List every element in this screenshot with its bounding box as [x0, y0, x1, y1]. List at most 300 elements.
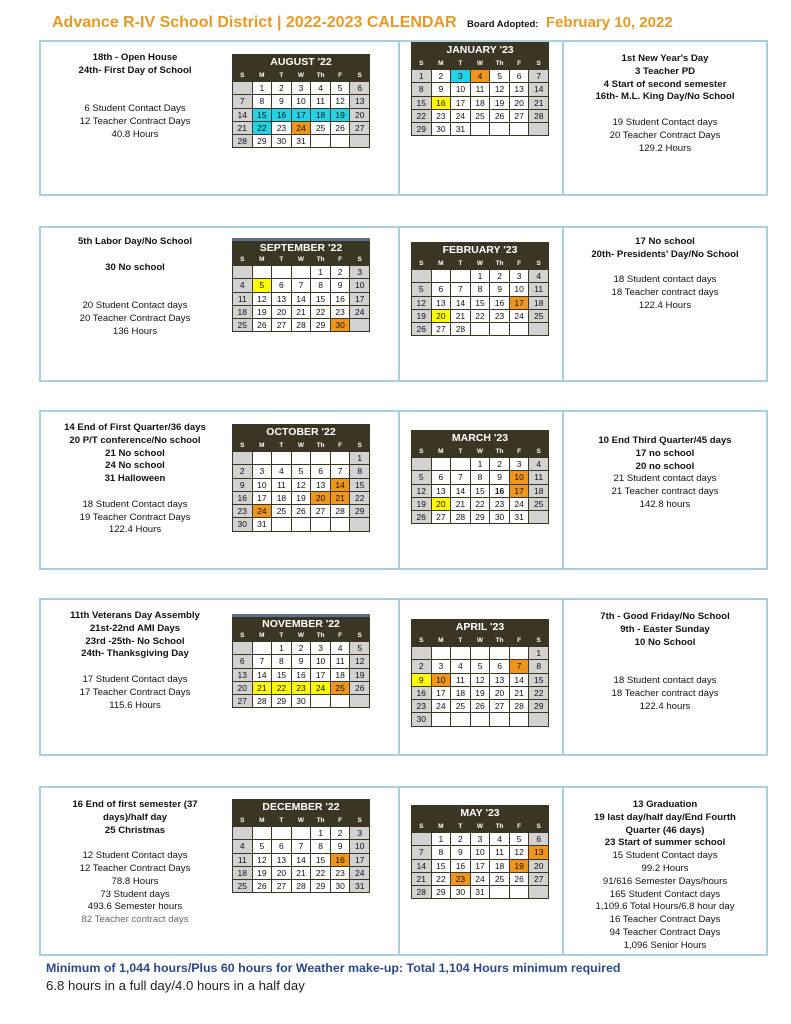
- day-cell: 16: [412, 687, 431, 699]
- day-cell: 30: [331, 880, 350, 892]
- day-cell: 4: [233, 840, 252, 852]
- day-header: S: [233, 441, 252, 451]
- day-cell: 8: [253, 95, 272, 107]
- note-line: 31 Halloween: [104, 473, 166, 485]
- note-line: 18 Student contact days: [613, 674, 717, 686]
- day-cell: 2: [331, 827, 350, 839]
- day-cell: 18: [272, 492, 291, 504]
- day-cell: 29: [432, 886, 451, 898]
- day-header: S: [412, 447, 431, 457]
- day-cell: 7: [451, 283, 470, 295]
- empty-day-cell: [292, 827, 311, 839]
- calendar-title: MAY '23: [411, 805, 549, 822]
- day-cell: 16: [233, 492, 252, 504]
- day-cell: 13: [432, 485, 451, 497]
- day-cell: 13: [529, 846, 548, 858]
- day-cell: 14: [529, 83, 548, 95]
- day-cell: 26: [331, 122, 350, 134]
- calendar-title: DECEMBER '22: [232, 799, 370, 816]
- day-cell: 10: [350, 840, 369, 852]
- note-line: 20 no school: [635, 460, 695, 472]
- day-cell: 24: [510, 310, 529, 322]
- day-cell: 5: [350, 642, 369, 654]
- empty-day-cell: [529, 123, 548, 135]
- day-header: T: [451, 447, 470, 457]
- day-header: W: [471, 822, 490, 832]
- day-header: W: [292, 255, 311, 265]
- day-cell: 16: [292, 669, 311, 681]
- calendar-grid: [411, 636, 549, 727]
- day-cell: 10: [311, 655, 330, 667]
- day-cell: 22: [311, 306, 330, 318]
- day-cell: 25: [471, 110, 490, 122]
- day-cell: 24: [311, 682, 330, 694]
- day-cell: 20: [432, 310, 451, 322]
- note-line: 18th - Open House: [92, 52, 178, 63]
- empty-day-cell: [510, 886, 529, 898]
- day-header: S: [233, 631, 252, 641]
- day-cell: 8: [432, 846, 451, 858]
- day-cell: 21: [412, 873, 431, 885]
- day-cell: 10: [432, 674, 451, 686]
- day-cell: 25: [490, 873, 509, 885]
- day-cell: 28: [412, 886, 431, 898]
- day-cell: 30: [432, 123, 451, 135]
- day-header: S: [412, 259, 431, 269]
- day-cell: 13: [272, 293, 291, 305]
- note-line: 21 Student contact days: [613, 473, 717, 485]
- day-header: F: [331, 631, 350, 641]
- panel-divider: [562, 598, 564, 756]
- empty-day-cell: [432, 647, 451, 659]
- empty-day-cell: [412, 833, 431, 845]
- day-cell: 25: [331, 682, 350, 694]
- day-cell: 29: [272, 695, 291, 707]
- notes-spacer: [45, 274, 225, 287]
- calendar-january: [411, 42, 549, 136]
- day-cell: 29: [471, 511, 490, 523]
- day-cell: 12: [331, 95, 350, 107]
- note-line: 10 No School: [634, 636, 696, 648]
- day-cell: 4: [331, 642, 350, 654]
- note-line: 30 No school: [105, 261, 165, 273]
- empty-day-cell: [311, 135, 330, 147]
- day-cell: 19: [253, 867, 272, 879]
- day-cell: 18: [331, 669, 350, 681]
- empty-day-cell: [412, 458, 431, 470]
- day-header: Th: [490, 822, 509, 832]
- day-header: S: [529, 447, 548, 457]
- day-cell: 31: [253, 518, 272, 530]
- note-line: 13 Graduation: [632, 799, 698, 810]
- day-cell: 11: [490, 846, 509, 858]
- day-cell: 28: [451, 323, 470, 335]
- day-cell: 26: [412, 323, 431, 335]
- note-line: 18 Student contact days: [613, 274, 717, 286]
- empty-day-cell: [233, 642, 252, 654]
- day-cell: 26: [292, 505, 311, 517]
- day-header: F: [331, 255, 350, 265]
- day-cell: 2: [331, 266, 350, 278]
- day-cell: 5: [490, 70, 509, 82]
- note-line: 122.4 hours: [639, 700, 691, 712]
- note-line: 7th - Good Friday/No School: [600, 611, 730, 622]
- day-cell: 17: [510, 297, 529, 309]
- note-line: 20th- Presidents' Day/No School: [591, 248, 739, 260]
- day-cell: 20: [272, 867, 291, 879]
- calendar-title: APRIL '23: [411, 619, 549, 636]
- day-cell: 25: [233, 880, 252, 892]
- day-cell: 21: [451, 498, 470, 510]
- day-cell: 1: [311, 266, 330, 278]
- calendar-december: [232, 799, 370, 893]
- empty-day-cell: [292, 452, 311, 464]
- day-cell: 11: [233, 854, 252, 866]
- day-cell: 23: [490, 310, 509, 322]
- note-line: days)/half day: [103, 811, 167, 823]
- empty-day-cell: [490, 123, 509, 135]
- day-cell: 9: [451, 846, 470, 858]
- day-header: M: [432, 59, 451, 69]
- note-line: 94 Teacher Contract Days: [609, 926, 721, 938]
- day-cell: 21: [331, 492, 350, 504]
- empty-day-cell: [272, 266, 291, 278]
- empty-day-cell: [529, 511, 548, 523]
- day-cell: 21: [510, 687, 529, 699]
- day-cell: 12: [350, 655, 369, 667]
- day-cell: 25: [451, 700, 470, 712]
- day-cell: 12: [412, 297, 431, 309]
- day-header: W: [471, 636, 490, 646]
- day-cell: 8: [471, 471, 490, 483]
- day-cell: 7: [510, 660, 529, 672]
- empty-day-cell: [451, 458, 470, 470]
- day-header: F: [510, 636, 529, 646]
- note-line: 20 Student Contact days: [82, 299, 188, 311]
- day-cell: 6: [432, 471, 451, 483]
- notes-march: [567, 435, 763, 512]
- note-line: 23 Start of summer school: [604, 837, 726, 849]
- day-cell: 14: [331, 479, 350, 491]
- day-header: W: [471, 447, 490, 457]
- day-cell: 13: [272, 854, 291, 866]
- day-cell: 28: [529, 110, 548, 122]
- notes-september: [45, 236, 225, 338]
- day-cell: 30: [451, 886, 470, 898]
- day-cell: 21: [292, 306, 311, 318]
- calendar-grid: [411, 59, 549, 136]
- day-cell: 10: [451, 83, 470, 95]
- day-cell: 6: [529, 833, 548, 845]
- note-line: 99.2 Hours: [641, 862, 689, 874]
- day-cell: 24: [451, 110, 470, 122]
- day-header: Th: [311, 441, 330, 451]
- empty-day-cell: [412, 647, 431, 659]
- day-header: S: [233, 71, 252, 81]
- day-cell: 5: [510, 833, 529, 845]
- day-cell: 16: [432, 97, 451, 109]
- note-line: 25 Christmas: [104, 824, 166, 836]
- day-header: S: [233, 816, 252, 826]
- day-cell: 4: [451, 660, 470, 672]
- day-header: S: [412, 636, 431, 646]
- day-cell: 13: [350, 95, 369, 107]
- day-cell: 20: [529, 860, 548, 872]
- day-cell: 23: [432, 110, 451, 122]
- day-cell: 11: [272, 479, 291, 491]
- day-cell: 19: [253, 306, 272, 318]
- day-cell: 1: [471, 458, 490, 470]
- day-cell: 2: [490, 270, 509, 282]
- day-cell: 12: [412, 485, 431, 497]
- day-cell: 15: [471, 485, 490, 497]
- day-cell: 14: [451, 485, 470, 497]
- calendar-april: [411, 619, 549, 727]
- day-cell: 19: [490, 97, 509, 109]
- day-cell: 27: [490, 700, 509, 712]
- day-cell: 21: [529, 97, 548, 109]
- day-cell: 3: [350, 266, 369, 278]
- day-cell: 27: [311, 505, 330, 517]
- day-cell: 28: [331, 505, 350, 517]
- day-header: M: [253, 255, 272, 265]
- day-cell: 24: [350, 306, 369, 318]
- note-line: 11th Veterans Day Assembly: [70, 610, 200, 621]
- day-cell: 28: [233, 135, 252, 147]
- notes-spacer: [45, 661, 225, 674]
- day-hours-note: 6.8 hours in a full day/4.0 hours in a half day: [46, 978, 305, 993]
- day-cell: 1: [529, 647, 548, 659]
- notes-august: [45, 52, 225, 142]
- day-cell: 27: [432, 323, 451, 335]
- day-cell: 29: [311, 319, 330, 331]
- day-cell: 13: [233, 669, 252, 681]
- empty-day-cell: [253, 827, 272, 839]
- day-cell: 18: [233, 867, 252, 879]
- empty-day-cell: [292, 266, 311, 278]
- note-line: 15 Student Contact days: [612, 850, 718, 862]
- day-cell: 3: [253, 465, 272, 477]
- notes-spacer: [45, 249, 225, 262]
- day-header: S: [350, 441, 369, 451]
- note-line: 17 Teacher Contract Days: [79, 686, 191, 698]
- day-header: T: [451, 822, 470, 832]
- calendar-header: [52, 14, 673, 36]
- day-cell: 18: [311, 109, 330, 121]
- calendar-february: [411, 242, 549, 336]
- day-cell: 23: [331, 306, 350, 318]
- day-cell: 23: [451, 873, 470, 885]
- day-cell: 29: [412, 123, 431, 135]
- calendar-grid: [232, 255, 370, 332]
- day-cell: 15: [311, 293, 330, 305]
- note-line: 10 End Third Quarter/45 days: [598, 435, 732, 446]
- calendar-november: [232, 614, 370, 708]
- empty-day-cell: [233, 266, 252, 278]
- notes-february: [567, 236, 763, 313]
- day-cell: 19: [510, 860, 529, 872]
- day-cell: 1: [253, 82, 272, 94]
- day-cell: 21: [253, 682, 272, 694]
- empty-day-cell: [253, 266, 272, 278]
- note-line: 24th- Thanksgiving Day: [81, 648, 189, 660]
- day-cell: 10: [292, 95, 311, 107]
- calendar-title: FEBRUARY '23: [411, 242, 549, 259]
- day-cell: 19: [471, 687, 490, 699]
- note-line: 12 Teacher Contract Days: [79, 862, 191, 874]
- day-header: M: [253, 71, 272, 81]
- day-cell: 7: [412, 846, 431, 858]
- note-line: 91/616 Semester Days/hours: [602, 875, 728, 887]
- day-cell: 28: [510, 700, 529, 712]
- day-cell: 30: [331, 319, 350, 331]
- day-header: M: [253, 631, 272, 641]
- day-cell: 27: [350, 122, 369, 134]
- day-cell: 23: [412, 700, 431, 712]
- note-line: 20 Teacher Contract Days: [609, 129, 721, 141]
- day-cell: 13: [311, 479, 330, 491]
- day-cell: 7: [451, 471, 470, 483]
- note-line: 16th- M.L. King Day/No School: [595, 91, 735, 103]
- day-cell: 31: [471, 886, 490, 898]
- notes-spacer: [567, 649, 763, 662]
- day-cell: 24: [471, 873, 490, 885]
- day-cell: 16: [272, 109, 291, 121]
- day-cell: 11: [529, 471, 548, 483]
- calendar-grid: [411, 822, 549, 899]
- day-header: M: [253, 816, 272, 826]
- calendar-october: [232, 424, 370, 532]
- empty-day-cell: [432, 270, 451, 282]
- day-header: S: [529, 822, 548, 832]
- day-cell: 22: [432, 873, 451, 885]
- day-cell: 15: [350, 479, 369, 491]
- day-cell: 3: [510, 458, 529, 470]
- day-cell: 2: [432, 70, 451, 82]
- day-cell: 16: [331, 293, 350, 305]
- day-cell: 2: [490, 458, 509, 470]
- day-cell: 9: [272, 95, 291, 107]
- notes-january: [567, 53, 763, 155]
- empty-day-cell: [510, 647, 529, 659]
- day-cell: 25: [272, 505, 291, 517]
- calendar-september: [232, 238, 370, 332]
- empty-day-cell: [529, 886, 548, 898]
- day-cell: 21: [451, 310, 470, 322]
- day-cell: 26: [510, 873, 529, 885]
- note-line: 82 Teacher contract days: [81, 914, 189, 926]
- day-cell: 22: [412, 110, 431, 122]
- day-cell: 10: [510, 283, 529, 295]
- day-cell: 2: [233, 465, 252, 477]
- day-cell: 10: [471, 846, 490, 858]
- empty-day-cell: [331, 518, 350, 530]
- day-cell: 3: [292, 82, 311, 94]
- day-cell: 7: [331, 465, 350, 477]
- notes-spacer: [45, 486, 225, 499]
- day-header: Th: [311, 816, 330, 826]
- day-header: T: [272, 71, 291, 81]
- day-cell: 5: [292, 465, 311, 477]
- empty-day-cell: [529, 713, 548, 725]
- day-header: S: [233, 255, 252, 265]
- calendar-grid: [232, 631, 370, 708]
- day-header: F: [331, 441, 350, 451]
- notes-october: [45, 422, 225, 537]
- day-cell: 8: [412, 83, 431, 95]
- empty-day-cell: [471, 323, 490, 335]
- day-cell: 8: [311, 840, 330, 852]
- calendar-grid: [232, 816, 370, 893]
- day-cell: 20: [350, 109, 369, 121]
- note-line: 1,096 Senior Hours: [623, 939, 707, 951]
- empty-day-cell: [311, 695, 330, 707]
- day-cell: 23: [490, 498, 509, 510]
- note-line: 18 Student Contact days: [82, 498, 188, 510]
- day-cell: 3: [311, 642, 330, 654]
- day-cell: 7: [292, 840, 311, 852]
- note-line: 12 Student Contact days: [82, 850, 188, 862]
- day-header: M: [432, 259, 451, 269]
- day-cell: 30: [292, 695, 311, 707]
- day-cell: 22: [350, 492, 369, 504]
- day-header: T: [451, 259, 470, 269]
- day-cell: 15: [412, 97, 431, 109]
- day-cell: 12: [490, 83, 509, 95]
- day-header: W: [292, 816, 311, 826]
- day-cell: 4: [471, 70, 490, 82]
- day-cell: 14: [292, 293, 311, 305]
- day-cell: 16: [490, 485, 509, 497]
- empty-day-cell: [311, 452, 330, 464]
- note-line: 20 P/T conference/No school: [69, 434, 201, 446]
- day-cell: 26: [253, 319, 272, 331]
- calendar-march: [411, 430, 549, 524]
- day-cell: 21: [233, 122, 252, 134]
- day-cell: 18: [451, 687, 470, 699]
- day-cell: 6: [311, 465, 330, 477]
- note-line: 115.6 Hours: [109, 699, 161, 711]
- panel-divider: [562, 226, 564, 382]
- empty-day-cell: [451, 270, 470, 282]
- empty-day-cell: [471, 123, 490, 135]
- day-cell: 17: [451, 97, 470, 109]
- empty-day-cell: [331, 695, 350, 707]
- day-cell: 18: [529, 297, 548, 309]
- calendar-may: [411, 805, 549, 899]
- day-header: Th: [490, 259, 509, 269]
- calendar-title: AUGUST '22: [232, 54, 370, 71]
- empty-day-cell: [350, 319, 369, 331]
- day-cell: 8: [272, 655, 291, 667]
- note-line: 73 Student days: [100, 888, 170, 900]
- day-header: S: [529, 259, 548, 269]
- notes-spacer: [45, 287, 225, 300]
- empty-day-cell: [233, 82, 252, 94]
- day-cell: 26: [412, 511, 431, 523]
- day-cell: 18: [233, 306, 252, 318]
- note-line: 16 End of first semester (37: [72, 799, 198, 810]
- board-adopted-date: February 10, 2022: [545, 14, 673, 31]
- day-cell: 2: [412, 660, 431, 672]
- day-cell: 9: [331, 840, 350, 852]
- note-line: 5th Labor Day/No School: [77, 236, 193, 247]
- note-line: 24th- First Day of School: [78, 64, 192, 76]
- day-cell: 28: [451, 511, 470, 523]
- notes-spacer: [567, 262, 763, 275]
- empty-day-cell: [350, 135, 369, 147]
- day-cell: 6: [490, 660, 509, 672]
